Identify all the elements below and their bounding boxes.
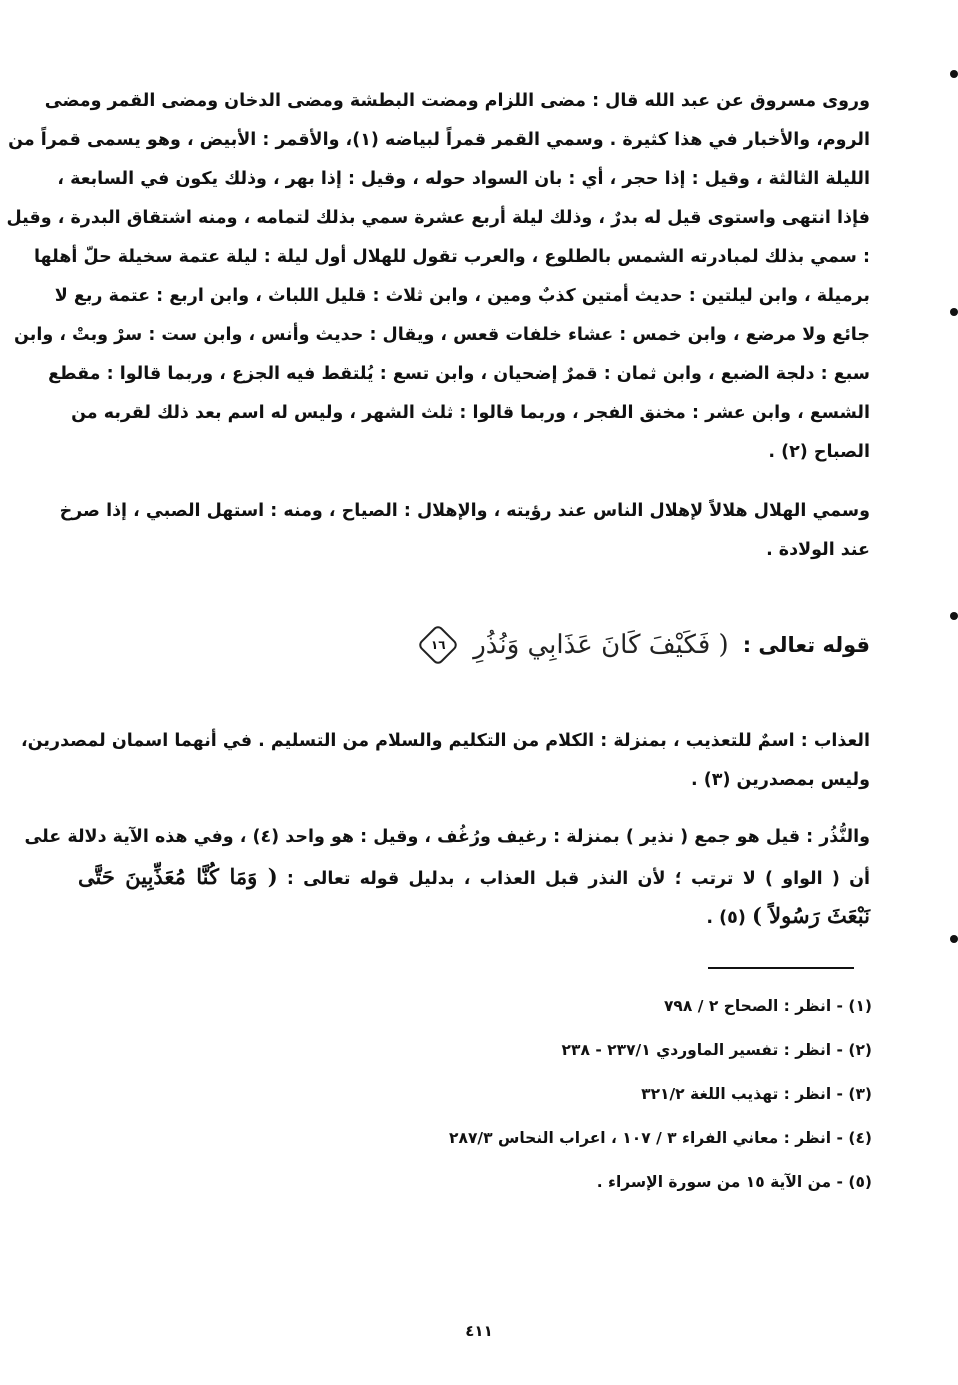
quran-verse: ( فَكَيْفَ كَانَ عَذَابِي وَنُذُرِ (473, 630, 729, 660)
quran-quote: نَبْعَثَ رَسُولاً ) (751, 903, 870, 928)
paragraph-adhab (21, 722, 870, 800)
margin-dot (950, 70, 958, 78)
text-line: العذاب : اسمٌ للتعذيب ، بمنزلة : الكلام من التكليم والسلام من التسليم . في أنهما اسمان لمصدرين، (21, 731, 870, 751)
text-line (78, 896, 870, 935)
text-line: الشسع ، وابن عشر : مخنق الفجر ، وربما قالوا : ثلث الشهر ، وليس له اسم بعد ذلك لقربه من (71, 403, 870, 423)
footnotes (200, 988, 872, 1208)
page-number: ٤١١ (465, 1322, 493, 1340)
text-line: : سمي بذلك لمبادرته الشمس بالطلوع ، والعرب تقول للهلال أول ليلة : ليلة عتمة سخيلة حلّ أهلها (33, 247, 870, 267)
text-line: جائع ولا مرضع ، وابن خمس : عشاء خلفات قعس ، ويقال : حديث وأنس ، وابن ست : سرْ وبتْ ، وابن (14, 325, 870, 345)
text-line: الليلة الثالثة ، وقيل : إذا حجر ، أي : بان السواد حوله ، وقيل : إذا بهر ، وذلك يكون في السابعة ، (57, 169, 870, 189)
footnote: (٣) - انظر : تهذيب اللغة ٣٢١/٢ (641, 1085, 872, 1103)
margin-dot (950, 612, 958, 620)
text-line: برميلة ، وابن ليلتين : حديث أمتين كذبٌ ومين ، وابن ثلاث : قليل اللباث ، وابن اربع : عتمة ربع لا (54, 286, 870, 306)
footnote: (١) - انظر : الصحاح ٢ / ٧٩٨ (663, 997, 872, 1015)
text-line: الصباح (٢) . (768, 442, 870, 462)
text-line: فإذا انتهى واستوى قيل له بدرٌ ، وذلك ليلة أربع عشرة سمي بذلك لتمامه ، ومنه اشتقاق البدرة ، وقيل (6, 208, 870, 228)
ayah-number: ١٦ (430, 638, 446, 652)
text-line: الروم، والأخبار في هذا كثيرة . وسمي القمر قمراً لبياضه (١)، والأقمر : الأبيض ، وهو يسمى قمراً من (8, 130, 870, 150)
text-line: سبع : دلجة الضبع ، وابن ثمان : قمرٌ إضحيان ، وابن تسع : يُلتقط فيه الجزع ، وربما قالوا : مقطع (48, 364, 870, 384)
verse-heading (78, 620, 870, 670)
text-line (78, 857, 870, 896)
ayah-number-marker (417, 624, 459, 666)
quran-quote: ( وَمَا كُنَّا مُعَذِّبِينَ حَتَّى (78, 864, 278, 889)
text-line: وسمي الهلال هلالاً لإهلال الناس عند رؤيته ، والإهلال : الصياح ، ومنه : استهل الصبي ، إذا صرخ (59, 501, 870, 521)
heading-label: قوله تعالى : (742, 633, 870, 657)
paragraph-moon-names (6, 82, 870, 472)
text-line: وروى مسروق عن عبد الله قال : مضى اللزام ومضت البطشة ومضى الدخان ومضى القمر ومضى (44, 91, 870, 111)
footnote-ref: (٥) . (706, 908, 746, 928)
text-line: وليس بمصدرين (٣) . (691, 770, 870, 790)
paragraph-nudhur (24, 818, 871, 935)
text-line: عند الولادة . (766, 540, 870, 560)
footnote: (٢) - انظر : تفسير الماوردي ٢٣٧/١ - ٢٣٨ (561, 1041, 872, 1059)
margin-dot (950, 308, 958, 316)
margin-dot (950, 935, 958, 943)
paragraph-hilal (59, 492, 870, 570)
footnote-separator (708, 967, 854, 969)
text-line: والنُّذُر : قيل هو جمع ( نذير ) بمنزلة : رغيف ورُغُف ، وقيل : هو واحد (٤) ، وفي هذه الآية دلالة على (24, 827, 870, 847)
footnote: (٥) - من الآية ١٥ من سورة الإسراء . (596, 1173, 872, 1191)
text-segment: أن ( الواو ) لا ترتب ؛ لأن النذر قبل العذاب ، بدليل قوله تعالى : (286, 869, 871, 889)
footnote: (٤) - انظر : معاني الفراء ٣ / ١٠٧ ، اعراب النحاس ٢٨٧/٣ (449, 1129, 872, 1147)
